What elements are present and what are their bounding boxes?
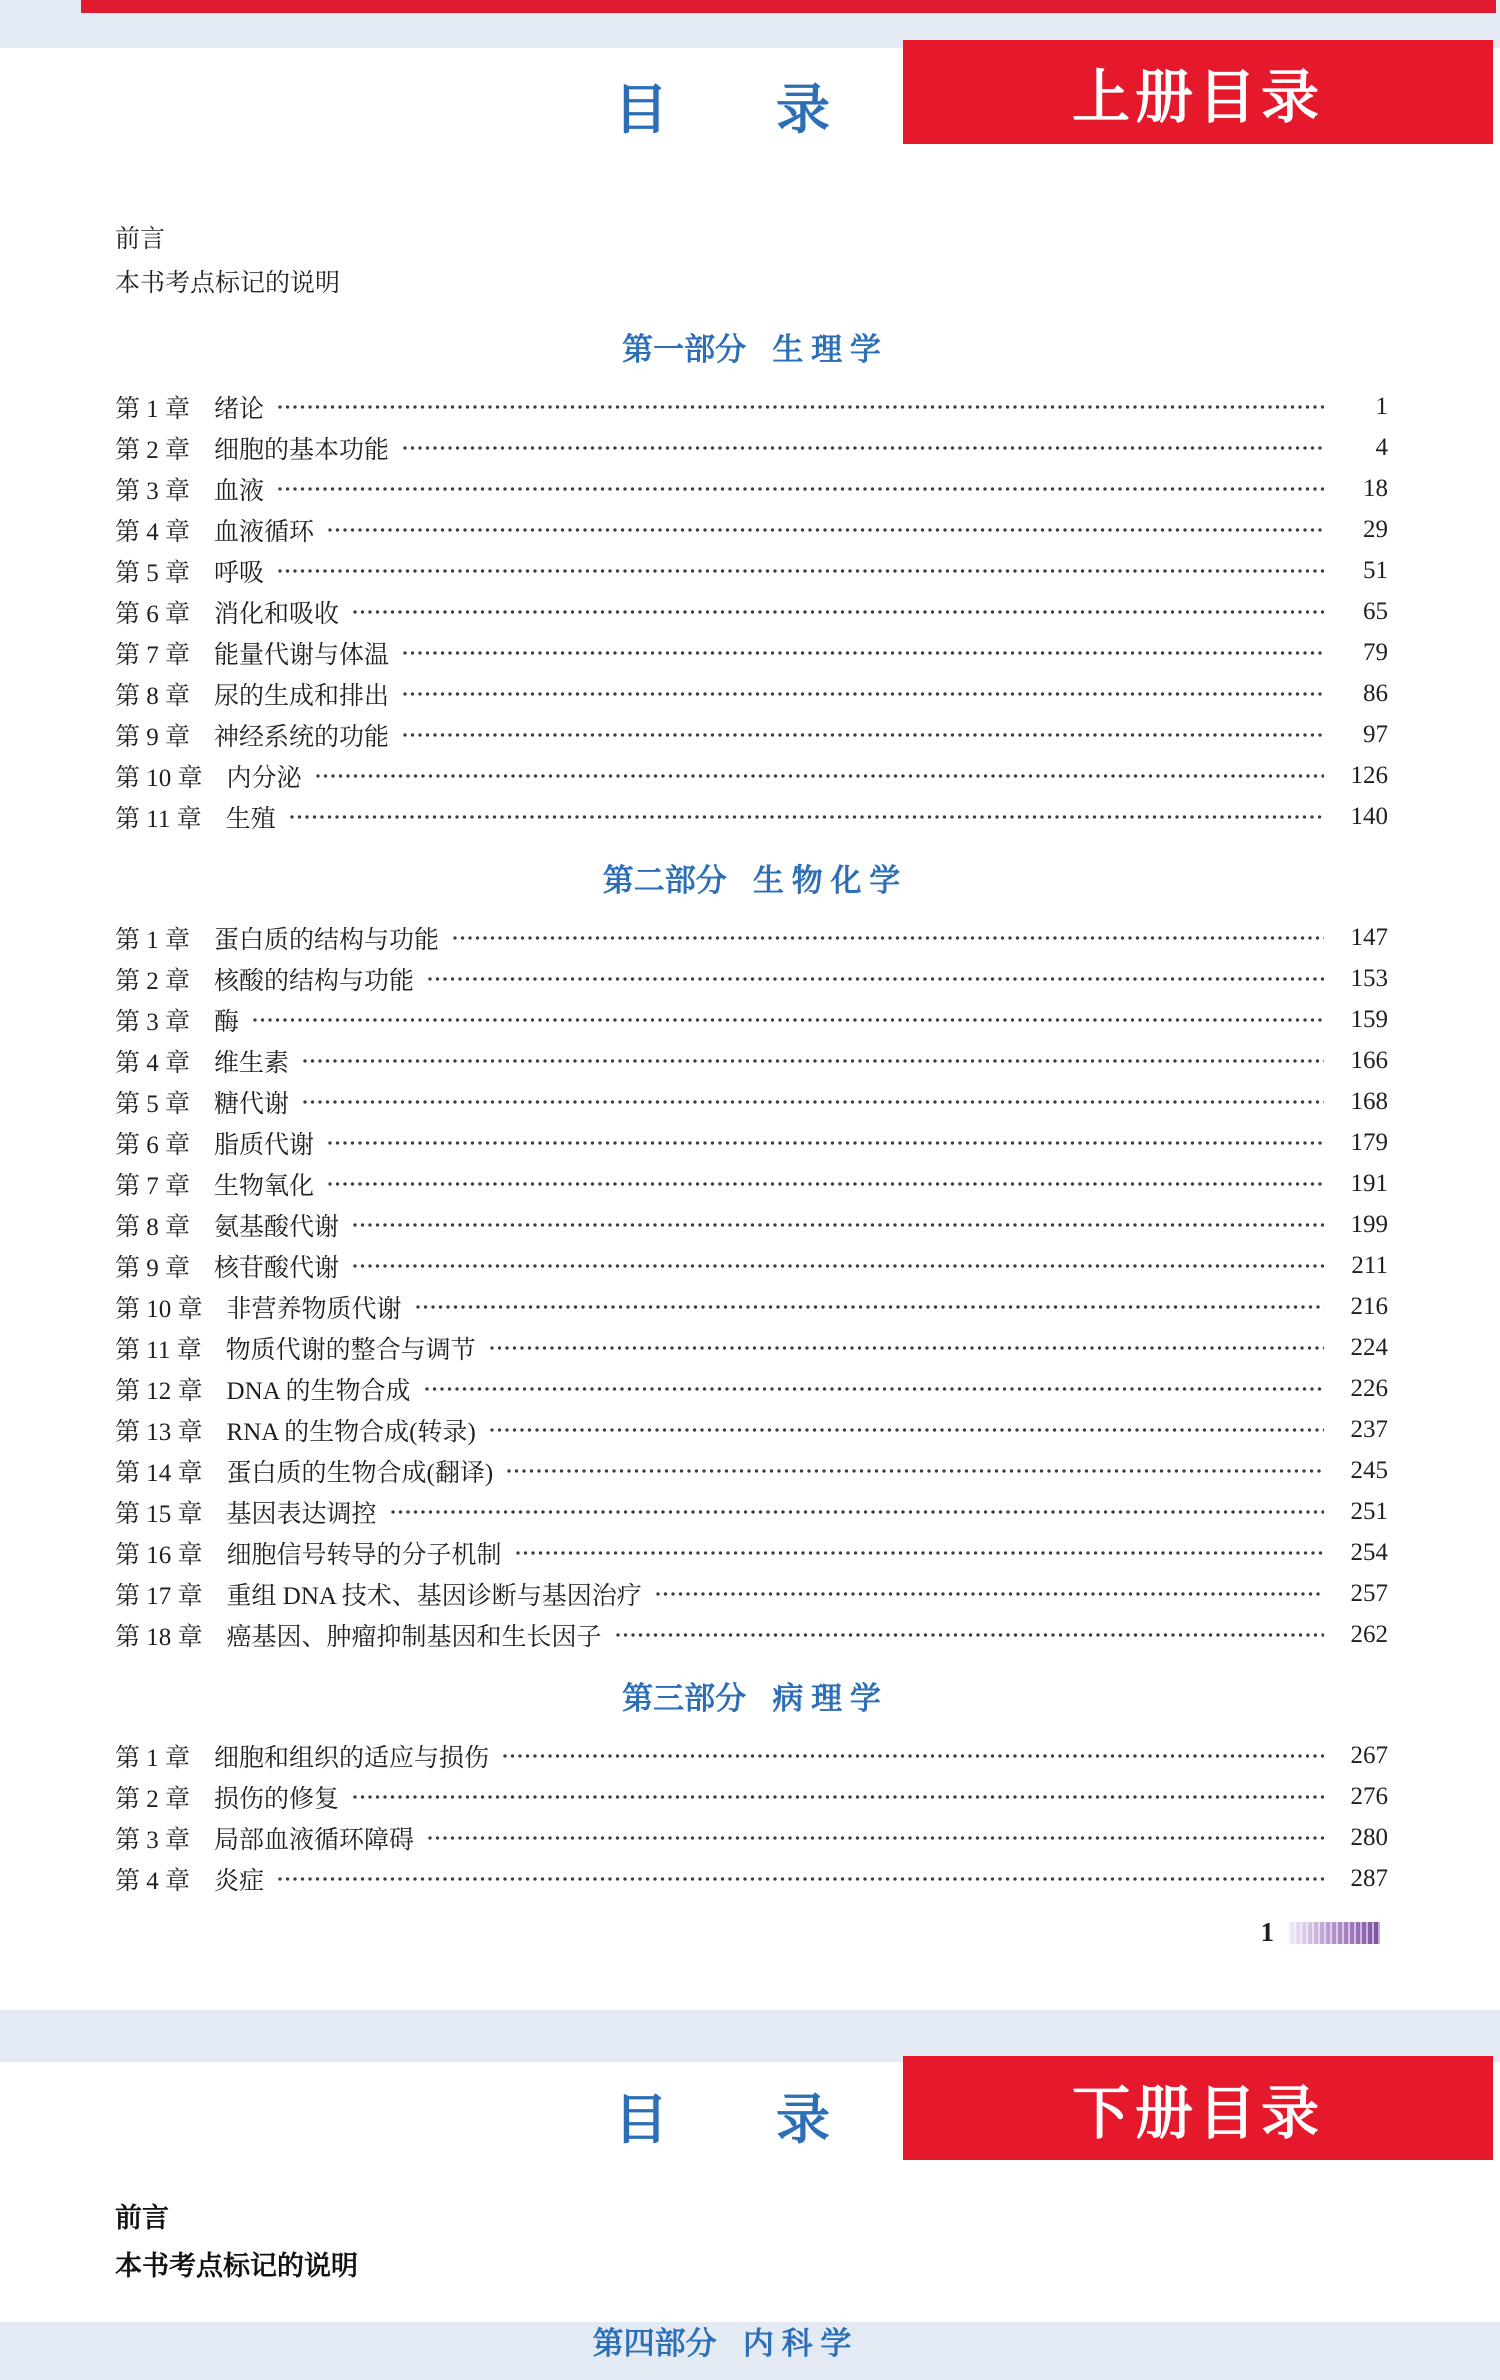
section-part-label: 第二部分 bbox=[602, 863, 727, 898]
toc-entry-number: 第 6 章 bbox=[115, 1131, 191, 1159]
toc-entry-number: 第 12 章 bbox=[115, 1377, 203, 1405]
toc-entry bbox=[115, 1817, 1388, 1858]
toc-entry-dot-leader bbox=[328, 1141, 1324, 1145]
toc-entry bbox=[115, 796, 1388, 837]
toc-entry-title: 非营养物质代谢 bbox=[226, 1295, 402, 1323]
toc-entry-title: 物质代谢的整合与调节 bbox=[225, 1336, 476, 1364]
toc-entry bbox=[115, 1081, 1388, 1122]
volume2-banner: 下册目录 bbox=[903, 2056, 1493, 2160]
section-header bbox=[115, 859, 1388, 903]
toc-entry-dot-leader bbox=[516, 1551, 1324, 1555]
toc-entry-dot-leader bbox=[353, 1795, 1324, 1799]
toc-entry-dot-leader bbox=[403, 733, 1324, 737]
toc-entry-number: 第 1 章 bbox=[115, 1744, 191, 1772]
toc-entry-dot-leader bbox=[278, 487, 1324, 491]
toc-entry-number: 第 11 章 bbox=[115, 1336, 202, 1364]
front-matter bbox=[115, 218, 1388, 306]
toc-entry-title: 细胞信号转导的分子机制 bbox=[226, 1541, 502, 1569]
page-volume1 bbox=[0, 48, 1500, 2010]
toc-entry-dot-leader bbox=[316, 774, 1324, 778]
page-title: 目 录 bbox=[614, 80, 830, 140]
toc-entry-page-number: 159 bbox=[1350, 1005, 1388, 1033]
toc-entry-page-number: 79 bbox=[1363, 638, 1388, 666]
toc-entry-title: 内分泌 bbox=[226, 764, 302, 792]
toc-entry bbox=[115, 1614, 1388, 1655]
toc-entry-number: 第 14 章 bbox=[115, 1459, 203, 1487]
toc-entry-dot-leader bbox=[328, 1182, 1324, 1186]
toc-entry bbox=[115, 1776, 1388, 1817]
toc-entry-dot-leader bbox=[353, 1264, 1324, 1268]
toc-entry-dot-leader bbox=[490, 1346, 1324, 1350]
front-matter-item: 本书考点标记的说明 bbox=[115, 2251, 358, 2281]
toc-entry-dot-leader bbox=[490, 1428, 1324, 1432]
toc-entry-number: 第 18 章 bbox=[115, 1623, 203, 1651]
toc-entry-number: 第 3 章 bbox=[115, 1826, 191, 1854]
front-matter bbox=[115, 2194, 358, 2290]
toc-entry-title: 绪论 bbox=[214, 395, 265, 423]
toc-entry-dot-leader bbox=[428, 1836, 1324, 1840]
toc-entry-number: 第 5 章 bbox=[115, 559, 191, 587]
toc-entry-number: 第 8 章 bbox=[115, 1213, 191, 1241]
toc-entry-title: 血液循环 bbox=[214, 518, 315, 546]
toc-entry-number: 第 7 章 bbox=[115, 1172, 191, 1200]
toc-entry-number: 第 2 章 bbox=[115, 436, 191, 464]
toc-entry-dot-leader bbox=[416, 1305, 1324, 1309]
toc-entry-number: 第 5 章 bbox=[115, 1090, 191, 1118]
toc-entry-page-number: 153 bbox=[1350, 964, 1388, 992]
toc-entry bbox=[115, 632, 1388, 673]
toc-entry-dot-leader bbox=[278, 1877, 1324, 1881]
toc-entry-title: 脂质代谢 bbox=[214, 1131, 315, 1159]
toc-entry-number: 第 9 章 bbox=[115, 1254, 191, 1282]
toc-entry-dot-leader bbox=[403, 446, 1324, 450]
toc-entry bbox=[115, 591, 1388, 632]
toc-entry bbox=[115, 1368, 1388, 1409]
toc-entry bbox=[115, 468, 1388, 509]
toc-entry-page-number: 237 bbox=[1350, 1415, 1388, 1443]
section-subject-label: 生 物 化 学 bbox=[753, 863, 901, 898]
toc-entry bbox=[115, 1409, 1388, 1450]
section-header bbox=[115, 328, 1388, 372]
toc-entry-dot-leader bbox=[278, 569, 1324, 573]
toc-entry bbox=[115, 1204, 1388, 1245]
toc-entry-page-number: 199 bbox=[1350, 1210, 1388, 1238]
toc-entry-title: 基因表达调控 bbox=[226, 1500, 377, 1528]
toc-entry-dot-leader bbox=[453, 936, 1324, 940]
toc-entry-number: 第 3 章 bbox=[115, 477, 191, 505]
toc-entry-title: 炎症 bbox=[214, 1867, 265, 1895]
toc-entry-number: 第 10 章 bbox=[115, 764, 203, 792]
toc-entry-dot-leader bbox=[403, 651, 1324, 655]
toc-entry-number: 第 6 章 bbox=[115, 600, 191, 628]
toc-entry-page-number: 140 bbox=[1350, 802, 1388, 830]
toc-entry-number: 第 4 章 bbox=[115, 518, 191, 546]
toc-entry-number: 第 4 章 bbox=[115, 1867, 191, 1895]
toc-entry-title: 损伤的修复 bbox=[214, 1785, 340, 1813]
toc-entry-title: 酶 bbox=[214, 1008, 240, 1036]
toc-entry-number: 第 7 章 bbox=[115, 641, 191, 669]
toc-entry-page-number: 179 bbox=[1350, 1128, 1388, 1156]
toc-entry-title: 神经系统的功能 bbox=[214, 723, 390, 751]
toc-entry-dot-leader bbox=[503, 1754, 1324, 1758]
toc-entry-title: RNA 的生物合成(转录) bbox=[226, 1418, 476, 1446]
toc-entry-page-number: 1 bbox=[1375, 392, 1388, 420]
toc-entry-title: 重组 DNA 技术、基因诊断与基因治疗 bbox=[226, 1582, 642, 1610]
section-header bbox=[115, 1677, 1388, 1721]
section-header bbox=[0, 2322, 1472, 2366]
toc-entry-page-number: 18 bbox=[1363, 474, 1388, 502]
toc-entry bbox=[115, 1858, 1388, 1899]
toc-entry bbox=[115, 427, 1388, 468]
toc-entry-title: 细胞和组织的适应与损伤 bbox=[214, 1744, 490, 1772]
toc-entry bbox=[115, 1245, 1388, 1286]
toc-entry-title: 癌基因、肿瘤抑制基因和生长因子 bbox=[226, 1623, 602, 1651]
toc-entry-dot-leader bbox=[353, 1223, 1324, 1227]
section-part-label: 第三部分 bbox=[622, 1681, 747, 1716]
toc-entry-page-number: 126 bbox=[1350, 761, 1388, 789]
toc-entry-title: 消化和吸收 bbox=[214, 600, 340, 628]
toc-entry-number: 第 11 章 bbox=[115, 805, 202, 833]
toc-entry-dot-leader bbox=[328, 528, 1324, 532]
toc-entry-title: 局部血液循环障碍 bbox=[214, 1826, 415, 1854]
toc-entry-page-number: 216 bbox=[1350, 1292, 1388, 1320]
toc-entry-page-number: 51 bbox=[1363, 556, 1388, 584]
toc-entry-dot-leader bbox=[353, 610, 1324, 614]
toc-entry bbox=[115, 1735, 1388, 1776]
front-matter-item: 前言 bbox=[115, 2203, 169, 2233]
toc-entry-number: 第 13 章 bbox=[115, 1418, 203, 1446]
toc-entry-title: 核苷酸代谢 bbox=[214, 1254, 340, 1282]
toc-entry-number: 第 17 章 bbox=[115, 1582, 203, 1610]
toc-entry-page-number: 245 bbox=[1350, 1456, 1388, 1484]
footer-gradient-bar bbox=[1288, 1922, 1380, 1944]
toc-entry bbox=[115, 550, 1388, 591]
toc-entry-page-number: 280 bbox=[1350, 1823, 1388, 1851]
toc-entry-dot-leader bbox=[253, 1018, 1324, 1022]
toc-entry-number: 第 16 章 bbox=[115, 1541, 203, 1569]
toc-entry-title: 氨基酸代谢 bbox=[214, 1213, 340, 1241]
toc-entry bbox=[115, 386, 1388, 427]
toc-entry-page-number: 287 bbox=[1350, 1864, 1388, 1892]
toc-entry-title: 蛋白质的结构与功能 bbox=[214, 926, 440, 954]
toc-entry bbox=[115, 1450, 1388, 1491]
section-part-label: 第四部分 bbox=[592, 2326, 717, 2361]
toc-entry-page-number: 276 bbox=[1350, 1782, 1388, 1810]
toc-content bbox=[0, 48, 1500, 1948]
front-matter-item: 本书考点标记的说明 bbox=[115, 270, 341, 297]
toc-entry-dot-leader bbox=[428, 977, 1324, 981]
toc-entry bbox=[115, 1040, 1388, 1081]
toc-entry-title: 生殖 bbox=[225, 805, 276, 833]
toc-entry-number: 第 9 章 bbox=[115, 723, 191, 751]
toc-entry-page-number: 254 bbox=[1350, 1538, 1388, 1566]
toc-entry-number: 第 4 章 bbox=[115, 1049, 191, 1077]
toc-entry-dot-leader bbox=[278, 405, 1324, 409]
toc-entry bbox=[115, 714, 1388, 755]
section-subject-label: 病 理 学 bbox=[772, 1681, 881, 1716]
toc-entry-number: 第 10 章 bbox=[115, 1295, 203, 1323]
toc-entry-dot-leader bbox=[303, 1059, 1324, 1063]
toc-sections bbox=[115, 328, 1388, 1899]
toc-entry bbox=[115, 1163, 1388, 1204]
footer-page-number: 1 bbox=[1260, 1917, 1274, 1947]
toc-entry-dot-leader bbox=[391, 1510, 1324, 1514]
toc-entry-title: 呼吸 bbox=[214, 559, 265, 587]
volume1-banner: 上册目录 bbox=[903, 40, 1493, 144]
toc-entry-title: 蛋白质的生物合成(翻译) bbox=[226, 1459, 494, 1487]
front-matter-item: 前言 bbox=[115, 226, 166, 253]
toc-entry-title: 维生素 bbox=[214, 1049, 290, 1077]
toc-entry-title: 核酸的结构与功能 bbox=[214, 967, 415, 995]
toc-entry-page-number: 224 bbox=[1350, 1333, 1388, 1361]
top-red-strip bbox=[81, 0, 1496, 13]
toc-entry-title: DNA 的生物合成 bbox=[226, 1377, 411, 1405]
toc-entry-title: 生物氧化 bbox=[214, 1172, 315, 1200]
toc-entry-number: 第 1 章 bbox=[115, 926, 191, 954]
toc-entry-dot-leader bbox=[425, 1387, 1324, 1391]
toc-entry-title: 能量代谢与体温 bbox=[214, 641, 390, 669]
toc-entry bbox=[115, 999, 1388, 1040]
toc-entry-page-number: 97 bbox=[1363, 720, 1388, 748]
toc-entry-page-number: 251 bbox=[1350, 1497, 1388, 1525]
toc-entry bbox=[115, 1532, 1388, 1573]
toc-entry-dot-leader bbox=[616, 1633, 1324, 1637]
toc-entry-page-number: 168 bbox=[1350, 1087, 1388, 1115]
toc-entry bbox=[115, 1327, 1388, 1368]
toc-entry-page-number: 4 bbox=[1375, 433, 1388, 461]
partial-section-area bbox=[0, 2300, 1472, 2380]
toc-entry-number: 第 15 章 bbox=[115, 1500, 203, 1528]
toc-entry-page-number: 211 bbox=[1351, 1251, 1388, 1279]
page-footer bbox=[115, 1917, 1388, 1948]
toc-entry-title: 糖代谢 bbox=[214, 1090, 290, 1118]
section-part-label: 第一部分 bbox=[622, 332, 747, 367]
toc-entry-number: 第 1 章 bbox=[115, 395, 191, 423]
toc-entry-page-number: 29 bbox=[1363, 515, 1388, 543]
toc-entry-title: 血液 bbox=[214, 477, 265, 505]
toc-entry-page-number: 267 bbox=[1350, 1741, 1388, 1769]
toc-entry bbox=[115, 1573, 1388, 1614]
toc-entry-dot-leader bbox=[290, 815, 1324, 819]
toc-entry-page-number: 226 bbox=[1350, 1374, 1388, 1402]
section-subject-label: 生 理 学 bbox=[772, 332, 881, 367]
toc-entry-number: 第 8 章 bbox=[115, 682, 191, 710]
toc-entry-title: 细胞的基本功能 bbox=[214, 436, 390, 464]
toc-entry bbox=[115, 755, 1388, 796]
toc-entry-number: 第 2 章 bbox=[115, 1785, 191, 1813]
toc-entry-page-number: 147 bbox=[1350, 923, 1388, 951]
toc-entry-dot-leader bbox=[656, 1592, 1324, 1596]
toc-entry-number: 第 3 章 bbox=[115, 1008, 191, 1036]
toc-entry-page-number: 65 bbox=[1363, 597, 1388, 625]
toc-entry-number: 第 2 章 bbox=[115, 967, 191, 995]
toc-entry bbox=[115, 917, 1388, 958]
toc-entry bbox=[115, 1286, 1388, 1327]
section-subject-label: 内 科 学 bbox=[742, 2326, 852, 2361]
toc-entry-page-number: 86 bbox=[1363, 679, 1388, 707]
toc-entry-page-number: 262 bbox=[1350, 1620, 1388, 1648]
toc-entry-dot-leader bbox=[403, 692, 1324, 696]
toc-entry bbox=[115, 673, 1388, 714]
toc-entry-dot-leader bbox=[303, 1100, 1324, 1104]
page-title: 目 录 bbox=[614, 2090, 830, 2150]
toc-entry bbox=[115, 1122, 1388, 1163]
toc-entry-page-number: 191 bbox=[1350, 1169, 1388, 1197]
toc-entry bbox=[115, 958, 1388, 999]
toc-entry-page-number: 257 bbox=[1350, 1579, 1388, 1607]
toc-entry-title: 尿的生成和排出 bbox=[214, 682, 390, 710]
toc-entry-dot-leader bbox=[507, 1469, 1324, 1473]
toc-entry bbox=[115, 1491, 1388, 1532]
toc-entry bbox=[115, 509, 1388, 550]
toc-entry-page-number: 166 bbox=[1350, 1046, 1388, 1074]
